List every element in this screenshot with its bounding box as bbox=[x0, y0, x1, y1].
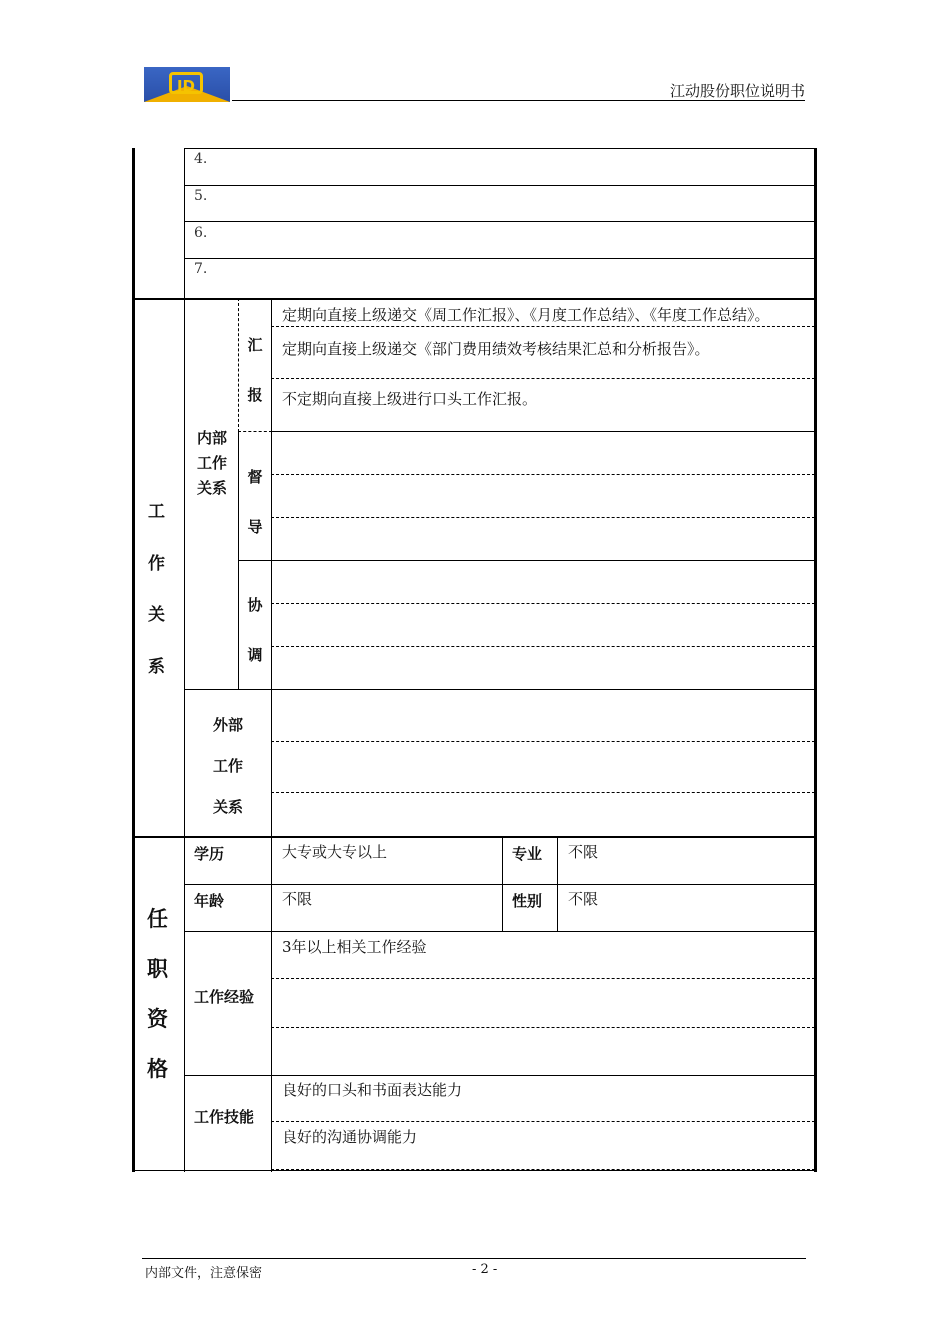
internal-relations-label: 内部 工作 关系 bbox=[196, 429, 227, 497]
experience-label: 工作经验 bbox=[194, 988, 255, 1006]
row-line bbox=[184, 689, 816, 690]
dashed-row-line bbox=[271, 474, 815, 475]
dashed-row-line bbox=[271, 603, 815, 604]
major-value: 不限 bbox=[568, 843, 599, 861]
skills-item: 良好的口头和书面表达能力 bbox=[282, 1081, 463, 1099]
row-line bbox=[184, 931, 816, 932]
company-logo bbox=[144, 67, 230, 102]
gender-label: 性别 bbox=[512, 892, 543, 910]
dashed-row-line bbox=[271, 378, 815, 379]
supervise-label: 督 导 bbox=[247, 468, 263, 536]
age-value: 不限 bbox=[282, 890, 313, 908]
section-divider bbox=[132, 836, 817, 838]
qualifications-section-title: 任 职 资 格 bbox=[147, 907, 168, 1081]
document-title: 江动股份职位说明书 bbox=[669, 82, 805, 100]
row-line bbox=[184, 884, 816, 885]
age-label: 年龄 bbox=[194, 892, 225, 910]
dashed-row-line bbox=[271, 646, 815, 647]
header-rule bbox=[232, 100, 805, 101]
row-line bbox=[184, 258, 816, 259]
external-relations-label: 外部 工作 关系 bbox=[212, 716, 243, 816]
education-label: 学历 bbox=[194, 845, 225, 863]
duty-item: 4. bbox=[194, 151, 208, 167]
dashed-row-line bbox=[271, 978, 815, 979]
footer-rule bbox=[142, 1258, 806, 1259]
dashed-row-line bbox=[271, 741, 815, 742]
col-line bbox=[238, 298, 239, 432]
section-divider bbox=[132, 298, 817, 300]
education-value: 大专或大专以上 bbox=[282, 843, 388, 861]
report-label: 汇 报 bbox=[247, 336, 263, 404]
report-item: 不定期向直接上级进行口头工作汇报。 bbox=[282, 390, 538, 408]
col-divider-1 bbox=[184, 148, 185, 1172]
row-line bbox=[184, 148, 816, 149]
relations-section-title: 工 作 关 系 bbox=[148, 502, 165, 677]
skills-label: 工作技能 bbox=[194, 1108, 255, 1126]
row-line bbox=[238, 560, 815, 561]
duty-item: 7. bbox=[194, 261, 208, 277]
row-line bbox=[271, 431, 815, 432]
dashed-row-line bbox=[271, 1027, 815, 1028]
row-line bbox=[184, 1075, 816, 1076]
skills-item: 良好的沟通协调能力 bbox=[282, 1128, 418, 1146]
report-item: 定期向直接上级递交《部门费用绩效考核结果汇总和分析报告》。 bbox=[282, 340, 710, 358]
major-label: 专业 bbox=[512, 845, 543, 863]
report-item: 定期向直接上级递交《周工作汇报》、《月度工作总结》、《年度工作总结》。 bbox=[282, 306, 770, 324]
table-left-border bbox=[132, 148, 135, 1172]
page-number: - 2 - bbox=[472, 1262, 498, 1277]
dashed-row-line bbox=[271, 326, 815, 327]
dashed-row-line bbox=[271, 1121, 815, 1122]
dashed-row-line bbox=[271, 792, 815, 793]
logo-mark: JD bbox=[169, 72, 203, 94]
row-line bbox=[184, 221, 816, 222]
coordinate-label: 协 调 bbox=[247, 596, 263, 664]
duty-item: 6. bbox=[194, 225, 208, 241]
dashed-row-line bbox=[271, 517, 815, 518]
table-bottom-border bbox=[132, 1170, 817, 1171]
table-right-border bbox=[814, 148, 817, 1172]
experience-item: 3年以上相关工作经验 bbox=[282, 938, 427, 956]
dashed-row-line bbox=[238, 431, 272, 432]
row-line bbox=[184, 185, 816, 186]
gender-value: 不限 bbox=[568, 890, 599, 908]
footer-confidential: 内部文件，注意保密 bbox=[145, 1266, 263, 1281]
col-line bbox=[238, 432, 239, 690]
duty-item: 5. bbox=[194, 188, 208, 204]
